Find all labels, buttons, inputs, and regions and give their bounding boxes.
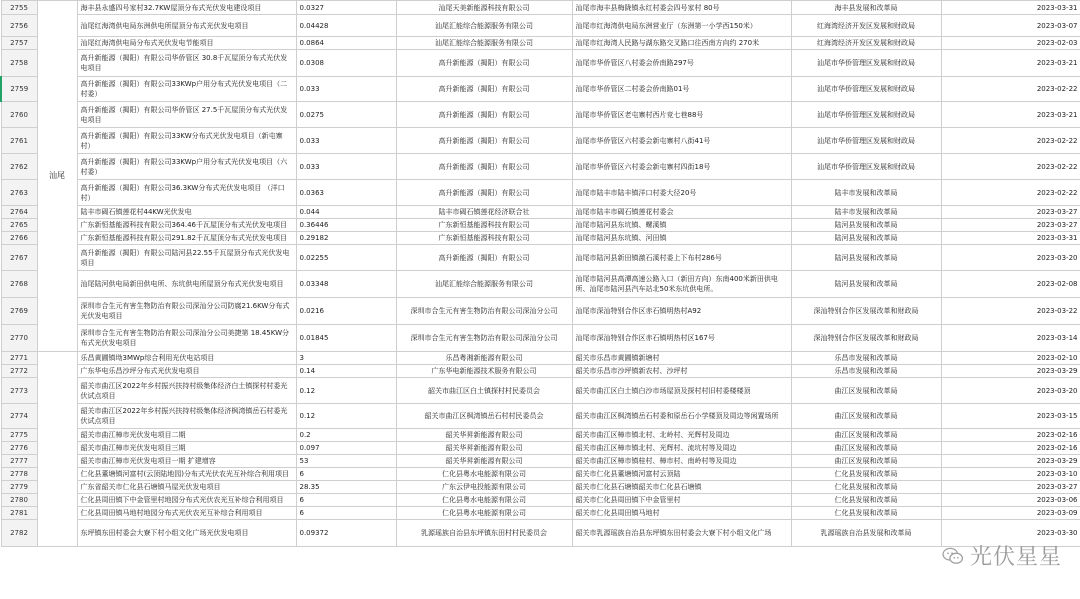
address-cell[interactable]: 韶关市乐昌市沙坪镇新农村、沙坪村 xyxy=(572,365,791,378)
table-row xyxy=(1,219,1080,232)
owner-cell[interactable]: 深圳市合生元有害生物防治有限公司深汕分公司 xyxy=(396,298,572,325)
owner-cell[interactable]: 陆丰市碣石镇莲花经济联合社 xyxy=(396,206,572,219)
row-number-cell[interactable]: 2781 xyxy=(1,507,37,520)
capacity-cell[interactable]: 0.033 xyxy=(296,154,396,180)
project-name-cell[interactable]: 广东新恒基能源科技有限公司364.46千瓦屋顶分布式光伏发电项目 xyxy=(77,219,296,232)
row-number-cell[interactable]: 2779 xyxy=(1,481,37,494)
address-cell[interactable]: 韶关市曲江区樟市镇北村、光辉村、流坑村等及周边 xyxy=(572,442,791,455)
table-row xyxy=(1,245,1080,271)
date-cell[interactable]: 2023-03-21 xyxy=(941,102,1080,128)
authority-cell[interactable]: 陆河县发展和改革局 xyxy=(791,271,941,298)
address-cell[interactable]: 汕尾市陆丰市碣石镇莲花村委会 xyxy=(572,206,791,219)
date-cell[interactable]: 2023-02-08 xyxy=(941,271,1080,298)
address-cell[interactable]: 汕尾市深汕特别合作区赤石镇明热村A92 xyxy=(572,298,791,325)
table-row xyxy=(1,206,1080,219)
owner-cell[interactable]: 广东云伊电投能源有限公司 xyxy=(396,481,572,494)
row-number-cell[interactable]: 2755 xyxy=(1,1,37,15)
capacity-cell[interactable]: 0.0308 xyxy=(296,50,396,77)
table-row xyxy=(1,1,1080,15)
date-cell[interactable]: 2023-03-20 xyxy=(941,378,1080,404)
watermark-text: 光伏星星 xyxy=(969,545,1062,570)
row-number-cell[interactable]: 2770 xyxy=(1,325,37,352)
address-cell[interactable]: 韶关市仁化县董塘镇河富村云顶陆 xyxy=(572,468,791,481)
address-cell[interactable]: 韶关市曲江区枫湾镇岳石村委和原岳石小学楼顶及周边等闲置场所 xyxy=(572,404,791,429)
owner-cell[interactable]: 深圳市合生元有害生物防治有限公司深汕分公司 xyxy=(396,325,572,352)
address-cell[interactable]: 汕尾市华侨管区六村委会新屯寨村八街41号 xyxy=(572,128,791,154)
table-row xyxy=(1,378,1080,404)
capacity-cell[interactable]: 0.033 xyxy=(296,128,396,154)
row-number-cell[interactable]: 2772 xyxy=(1,365,37,378)
table-row xyxy=(1,494,1080,507)
address-cell[interactable]: 汕尾市红海湾供电局东洲营业厅（东洲第一小学西150米） xyxy=(572,15,791,37)
row-number-cell[interactable]: 2761 xyxy=(1,128,37,154)
authority-cell[interactable]: 汕尾市华侨管理区发展和财政局 xyxy=(791,102,941,128)
project-name-cell[interactable]: 陆丰市碣石镇莲花村44KW光伏发电 xyxy=(77,206,296,219)
authority-cell[interactable]: 深汕特别合作区发展改革和财政局 xyxy=(791,298,941,325)
project-name-cell[interactable]: 仁化县周田镇马地村地园分布式光伏农光互补综合利用项目 xyxy=(77,507,296,520)
address-cell[interactable]: 汕尾市陆河县新田镇激石溪村委上下布村286号 xyxy=(572,245,791,271)
address-cell[interactable]: 韶关市仁化县周田镇下中金管里村 xyxy=(572,494,791,507)
capacity-cell[interactable]: 0.0216 xyxy=(296,298,396,325)
table-row xyxy=(1,520,1080,547)
address-cell[interactable]: 韶关市曲江区樟市镇北村、北岭村、光辉村及周边 xyxy=(572,429,791,442)
owner-cell[interactable]: 高升新能源（揭阳）有限公司 xyxy=(396,180,572,206)
owner-cell[interactable]: 高升新能源（揭阳）有限公司 xyxy=(396,102,572,128)
date-cell[interactable]: 2023-03-27 xyxy=(941,206,1080,219)
owner-cell[interactable]: 仁化县粤水电能源有限公司 xyxy=(396,507,572,520)
authority-cell[interactable]: 乐昌市发展和改革局 xyxy=(791,352,941,365)
date-cell[interactable]: 2023-02-03 xyxy=(941,37,1080,50)
authority-cell[interactable]: 乐昌市发展和改革局 xyxy=(791,365,941,378)
table-row xyxy=(1,507,1080,520)
capacity-cell[interactable]: 0.097 xyxy=(296,442,396,455)
project-name-cell[interactable]: 广东新恒基能源科技有限公司291.82千瓦屋顶分布式光伏发电项目 xyxy=(77,232,296,245)
date-cell[interactable]: 2023-02-10 xyxy=(941,352,1080,365)
address-cell[interactable]: 汕尾市华侨管区老屯寨村西片竞七巷88号 xyxy=(572,102,791,128)
row-number-cell[interactable]: 2756 xyxy=(1,15,37,37)
owner-cell[interactable]: 韶关市曲江区枫湾镇岳石村村民委员会 xyxy=(396,404,572,429)
table-row xyxy=(1,232,1080,245)
row-number-cell[interactable]: 2767 xyxy=(1,245,37,271)
date-cell[interactable]: 2023-02-16 xyxy=(941,442,1080,455)
capacity-cell[interactable]: 0.36446 xyxy=(296,219,396,232)
authority-cell[interactable]: 红海湾经济开发区发展和财政局 xyxy=(791,15,941,37)
authority-cell[interactable]: 仁化县发展和改革局 xyxy=(791,468,941,481)
owner-cell[interactable]: 韶关华昇新能源有限公司 xyxy=(396,442,572,455)
capacity-cell[interactable]: 0.0275 xyxy=(296,102,396,128)
capacity-cell[interactable]: 0.02255 xyxy=(296,245,396,271)
project-name-cell[interactable]: 汕尾陆河供电局新田供电所、东坑供电所屋顶分布式光伏发电项目 xyxy=(77,271,296,298)
authority-cell[interactable]: 汕尾市华侨管理区发展和财政局 xyxy=(791,77,941,102)
project-name-cell[interactable]: 高升新能源（揭阳）有限公司33KWp户用分布式光伏发电项目（六村委） xyxy=(77,154,296,180)
authority-cell[interactable]: 曲江区发展和改革局 xyxy=(791,429,941,442)
date-cell[interactable]: 2023-03-09 xyxy=(941,507,1080,520)
owner-cell[interactable]: 汕尾汇能综合能源服务有限公司 xyxy=(396,15,572,37)
row-number-cell[interactable]: 2758 xyxy=(1,50,37,77)
address-cell[interactable]: 韶关市曲江区白土镇白沙市场屋顶及探村村旧村委楼楼顶 xyxy=(572,378,791,404)
watermark xyxy=(942,540,1062,571)
table-row xyxy=(1,352,1080,365)
row-number-cell[interactable]: 2760 xyxy=(1,102,37,128)
date-cell[interactable]: 2023-03-10 xyxy=(941,468,1080,481)
project-name-cell[interactable]: 广东省韶关市仁化县石塘镇马屋光伏发电项目 xyxy=(77,481,296,494)
table-row xyxy=(1,50,1080,77)
row-number-cell[interactable]: 2778 xyxy=(1,468,37,481)
table-row xyxy=(1,37,1080,50)
row-number-cell[interactable]: 2757 xyxy=(1,37,37,50)
capacity-cell[interactable]: 0.01845 xyxy=(296,325,396,352)
date-cell[interactable]: 2023-03-31 xyxy=(941,1,1080,15)
project-name-cell[interactable]: 汕尾红海湾供电局东洲供电所屋顶分布式光伏发电项目 xyxy=(77,15,296,37)
capacity-cell[interactable]: 0.12 xyxy=(296,378,396,404)
row-number-cell[interactable]: 2775 xyxy=(1,429,37,442)
project-name-cell[interactable]: 深圳市合生元有害生物防治有限公司深汕分公司防腐21.6KW分布式光伏发电项目 xyxy=(77,298,296,325)
project-name-cell[interactable]: 深圳市合生元有害生物防治有限公司深汕分公司美捷第 18.45KW分布式光伏发电项目 xyxy=(77,325,296,352)
owner-cell[interactable]: 高升新能源（揭阳）有限公司 xyxy=(396,128,572,154)
table-row xyxy=(1,180,1080,206)
date-cell[interactable]: 2023-02-22 xyxy=(941,154,1080,180)
date-cell[interactable]: 2023-03-20 xyxy=(941,245,1080,271)
authority-cell[interactable]: 曲江区发展和改革局 xyxy=(791,455,941,468)
row-number-cell[interactable]: 2782 xyxy=(1,520,37,547)
region-cell[interactable] xyxy=(37,352,77,547)
authority-cell[interactable]: 曲江区发展和改革局 xyxy=(791,442,941,455)
authority-cell[interactable]: 汕尾市华侨管理区发展和财政局 xyxy=(791,128,941,154)
authority-cell[interactable]: 陆河县发展和改革局 xyxy=(791,232,941,245)
project-name-cell[interactable]: 广东华电乐昌沙坪分布式光伏发电项目 xyxy=(77,365,296,378)
authority-cell[interactable]: 陆河县发展和改革局 xyxy=(791,245,941,271)
capacity-cell[interactable]: 0.2 xyxy=(296,429,396,442)
project-name-cell[interactable]: 高升新能源（揭阳）有限公司36.3KW分布式光伏发电项目 （洋口村） xyxy=(77,180,296,206)
authority-cell[interactable]: 仁化县发展和改革局 xyxy=(791,494,941,507)
project-name-cell[interactable]: 高升新能源（揭阳）有限公司33KWp户用分布式光伏发电项目（二村委） xyxy=(77,77,296,102)
address-cell[interactable]: 汕尾市陆丰市陆丰镇洋口村委大径20号 xyxy=(572,180,791,206)
owner-cell[interactable]: 高升新能源（揭阳）有限公司 xyxy=(396,154,572,180)
authority-cell[interactable]: 陆河县发展和改革局 xyxy=(791,219,941,232)
row-number-cell[interactable]: 2762 xyxy=(1,154,37,180)
capacity-cell[interactable]: 0.044 xyxy=(296,206,396,219)
address-cell[interactable]: 汕尾市华侨管区六村委会新屯寨村四街18号 xyxy=(572,154,791,180)
table-row xyxy=(1,325,1080,352)
address-cell[interactable]: 韶关市乳源瑶族自治县东坪镇东田村委会大寮下村小组文化广场 xyxy=(572,520,791,547)
date-cell[interactable]: 2023-02-22 xyxy=(941,77,1080,102)
address-cell[interactable]: 韶关市仁化县周田镇马地村 xyxy=(572,507,791,520)
row-number-cell[interactable]: 2764 xyxy=(1,206,37,219)
table-row xyxy=(1,154,1080,180)
project-name-cell[interactable]: 仁化县董塘镇河富村(云顶陆地园)分布式光伏农光互补综合利用项目 xyxy=(77,468,296,481)
address-cell[interactable]: 韶关市仁化县石塘镇韶关市仁化县石塘镇 xyxy=(572,481,791,494)
owner-cell[interactable]: 高升新能源（揭阳）有限公司 xyxy=(396,245,572,271)
table-row xyxy=(1,481,1080,494)
capacity-cell[interactable]: 28.35 xyxy=(296,481,396,494)
table-row xyxy=(1,442,1080,455)
project-name-cell[interactable]: 东坪镇东田村委会大寮下村小组文化广场光伏发电项目 xyxy=(77,520,296,547)
capacity-cell[interactable]: 0.033 xyxy=(296,77,396,102)
authority-cell[interactable]: 仁化县发展和改革局 xyxy=(791,507,941,520)
capacity-cell[interactable]: 0.09372 xyxy=(296,520,396,547)
authority-cell[interactable]: 陆丰市发展和改革局 xyxy=(791,206,941,219)
project-name-cell[interactable]: 高升新能源（揭阳）有限公司华侨管区 30.8千瓦屋顶分布式光伏发电项目 xyxy=(77,50,296,77)
address-cell[interactable]: 汕尾市陆河县高潭高速公路入口（新田方向）东南400米新田供电所、汕尾市陆河县汽车站北50米东坑供电所。 xyxy=(572,271,791,298)
project-name-cell[interactable]: 乐昌黄圃镇坳3MWp综合利用光伏电站项目 xyxy=(77,352,296,365)
date-cell[interactable]: 2023-03-27 xyxy=(941,481,1080,494)
capacity-cell[interactable]: 6 xyxy=(296,468,396,481)
date-cell[interactable]: 2023-03-22 xyxy=(941,298,1080,325)
table-row xyxy=(1,15,1080,37)
date-cell[interactable]: 2023-02-22 xyxy=(941,180,1080,206)
project-name-cell[interactable]: 高升新能源（揭阳）有限公司陆河县22.55千瓦屋顶分布式光伏发电项目 xyxy=(77,245,296,271)
owner-cell[interactable]: 仁化县粤水电能源有限公司 xyxy=(396,468,572,481)
project-name-cell[interactable]: 韶关市曲江樟市光伏发电项目二期 xyxy=(77,429,296,442)
table-row xyxy=(1,404,1080,429)
owner-cell[interactable]: 韶关华昇新能源有限公司 xyxy=(396,429,572,442)
owner-cell[interactable]: 广东新恒基能源科技有限公司 xyxy=(396,232,572,245)
row-number-cell[interactable]: 2768 xyxy=(1,271,37,298)
table-row xyxy=(1,365,1080,378)
date-cell[interactable]: 2023-03-14 xyxy=(941,325,1080,352)
capacity-cell[interactable]: 0.0864 xyxy=(296,37,396,50)
table-row xyxy=(1,77,1080,102)
project-name-cell[interactable]: 高升新能源（揭阳）有限公司33KW分布式光伏发电项目（新屯寨村） xyxy=(77,128,296,154)
date-cell[interactable]: 2023-03-30 xyxy=(941,520,1080,547)
capacity-cell[interactable]: 0.03348 xyxy=(296,271,396,298)
table-row xyxy=(1,271,1080,298)
authority-cell[interactable]: 汕尾市华侨管理区发展和财政局 xyxy=(791,50,941,77)
date-cell[interactable]: 2023-03-06 xyxy=(941,494,1080,507)
table-row xyxy=(1,468,1080,481)
project-name-cell[interactable]: 高升新能源（揭阳）有限公司华侨管区 27.5千瓦屋顶分布式光伏发电项目 xyxy=(77,102,296,128)
capacity-cell[interactable]: 6 xyxy=(296,507,396,520)
project-name-cell[interactable]: 韶关市曲江区2022年乡村振兴扶持村级集体经济枫湾镇岳石村委光伏试点项目 xyxy=(77,404,296,429)
table-row xyxy=(1,128,1080,154)
capacity-cell[interactable]: 0.0327 xyxy=(296,1,396,15)
row-number-cell[interactable]: 2777 xyxy=(1,455,37,468)
date-cell[interactable]: 2023-03-31 xyxy=(941,232,1080,245)
row-number-cell[interactable]: 2774 xyxy=(1,404,37,429)
date-cell[interactable]: 2023-03-27 xyxy=(941,219,1080,232)
capacity-cell[interactable]: 53 xyxy=(296,455,396,468)
capacity-cell[interactable]: 0.12 xyxy=(296,404,396,429)
project-name-cell[interactable]: 韶关市曲江区2022年乡村振兴扶持村级集体经济白土镇探村村委光伏试点项目 xyxy=(77,378,296,404)
owner-cell[interactable]: 广东华电新能源技术服务有限公司 xyxy=(396,365,572,378)
wechat-icon xyxy=(942,547,964,565)
region-cell[interactable]: 汕尾 xyxy=(37,1,77,352)
row-number-cell[interactable]: 2780 xyxy=(1,494,37,507)
authority-cell[interactable]: 汕尾市华侨管理区发展和财政局 xyxy=(791,154,941,180)
row-number-cell[interactable]: 2771 xyxy=(1,352,37,365)
authority-cell[interactable]: 海丰县发展和改革局 xyxy=(791,1,941,15)
project-name-cell[interactable]: 海丰县永盛四号家村32.7KW屋顶分布式光伏发电建设项目 xyxy=(77,1,296,15)
authority-cell[interactable]: 曲江区发展和改革局 xyxy=(791,404,941,429)
capacity-cell[interactable]: 6 xyxy=(296,494,396,507)
owner-cell[interactable]: 韶关市曲江区白土镇探村村民委员会 xyxy=(396,378,572,404)
capacity-cell[interactable]: 0.29182 xyxy=(296,232,396,245)
owner-cell[interactable]: 乳源瑶族自治县东坪镇东田村村民委员会 xyxy=(396,520,572,547)
table-row xyxy=(1,102,1080,128)
authority-cell[interactable]: 深汕特别合作区发展改革和财政局 xyxy=(791,325,941,352)
owner-cell[interactable]: 汕尾天美新能源科技有限公司 xyxy=(396,1,572,15)
authority-cell[interactable]: 曲江区发展和改革局 xyxy=(791,378,941,404)
owner-cell[interactable]: 汕尾汇能综合能源服务有限公司 xyxy=(396,37,572,50)
row-number-cell[interactable]: 2765 xyxy=(1,219,37,232)
capacity-cell[interactable]: 0.04428 xyxy=(296,15,396,37)
capacity-cell[interactable]: 0.14 xyxy=(296,365,396,378)
date-cell[interactable]: 2023-03-21 xyxy=(941,50,1080,77)
row-number-cell[interactable]: 2766 xyxy=(1,232,37,245)
authority-cell[interactable]: 仁化县发展和改革局 xyxy=(791,481,941,494)
authority-cell[interactable]: 陆丰市发展和改革局 xyxy=(791,180,941,206)
capacity-cell[interactable]: 3 xyxy=(296,352,396,365)
date-cell[interactable]: 2023-02-16 xyxy=(941,429,1080,442)
owner-cell[interactable]: 乐昌粤湘新能源有限公司 xyxy=(396,352,572,365)
owner-cell[interactable]: 韶关华昇新能源有限公司 xyxy=(396,455,572,468)
row-number-cell[interactable]: 2769 xyxy=(1,298,37,325)
row-number-cell[interactable]: 2773 xyxy=(1,378,37,404)
owner-cell[interactable]: 汕尾汇能综合能源服务有限公司 xyxy=(396,271,572,298)
date-cell[interactable]: 2023-03-15 xyxy=(941,404,1080,429)
owner-cell[interactable]: 广东新恒基能源科技有限公司 xyxy=(396,219,572,232)
row-number-cell[interactable]: 2763 xyxy=(1,180,37,206)
authority-cell[interactable]: 乳源瑶族自治县发展和改革局 xyxy=(791,520,941,547)
address-cell[interactable]: 汕尾市陆河县东坑镇、螺溪镇 xyxy=(572,219,791,232)
project-name-cell[interactable]: 仁化县周田镇下中金管里村地园分布式光伏农光互补综合利用项目 xyxy=(77,494,296,507)
project-name-cell[interactable]: 汕尾红海湾供电局分布式光伏发电节能项目 xyxy=(77,37,296,50)
project-name-cell[interactable]: 韶关市曲江樟市光伏发电项目一期 扩建增容 xyxy=(77,455,296,468)
row-number-cell[interactable]: 2759 xyxy=(1,77,37,102)
table-row xyxy=(1,298,1080,325)
address-cell[interactable]: 汕尾市华侨管区二村委会侨南路01号 xyxy=(572,77,791,102)
owner-cell[interactable]: 高升新能源（揭阳）有限公司 xyxy=(396,77,572,102)
capacity-cell[interactable]: 0.0363 xyxy=(296,180,396,206)
date-cell[interactable]: 2023-03-07 xyxy=(941,15,1080,37)
row-number-cell[interactable]: 2776 xyxy=(1,442,37,455)
date-cell[interactable]: 2023-03-29 xyxy=(941,365,1080,378)
address-cell[interactable]: 汕尾市深汕特别合作区赤石镇明热村区167号 xyxy=(572,325,791,352)
address-cell[interactable]: 汕尾市海丰县梅陇镇永红村委会四号家村 80号 xyxy=(572,1,791,15)
table-row xyxy=(1,455,1080,468)
address-cell[interactable]: 汕尾市陆河县东坑镇、河田镇 xyxy=(572,232,791,245)
owner-cell[interactable]: 仁化县粤水电能源有限公司 xyxy=(396,494,572,507)
owner-cell[interactable]: 高升新能源（揭阳）有限公司 xyxy=(396,50,572,77)
address-cell[interactable]: 韶关市曲江区樟市镇桂村、樟市村、南岭村等及周边 xyxy=(572,455,791,468)
address-cell[interactable]: 汕尾市红海湾人民路与湖东路交叉路口往西南方向约 270米 xyxy=(572,37,791,50)
address-cell[interactable]: 韶关市乐昌市黄圃镇新塘村 xyxy=(572,352,791,365)
address-cell[interactable]: 汕尾市华侨管区八村委会侨南路297号 xyxy=(572,50,791,77)
project-name-cell[interactable]: 韶关市曲江樟市光伏发电项目三期 xyxy=(77,442,296,455)
table-row xyxy=(1,429,1080,442)
authority-cell[interactable]: 红海湾经济开发区发展和财政局 xyxy=(791,37,941,50)
date-cell[interactable]: 2023-03-29 xyxy=(941,455,1080,468)
date-cell[interactable]: 2023-02-22 xyxy=(941,128,1080,154)
